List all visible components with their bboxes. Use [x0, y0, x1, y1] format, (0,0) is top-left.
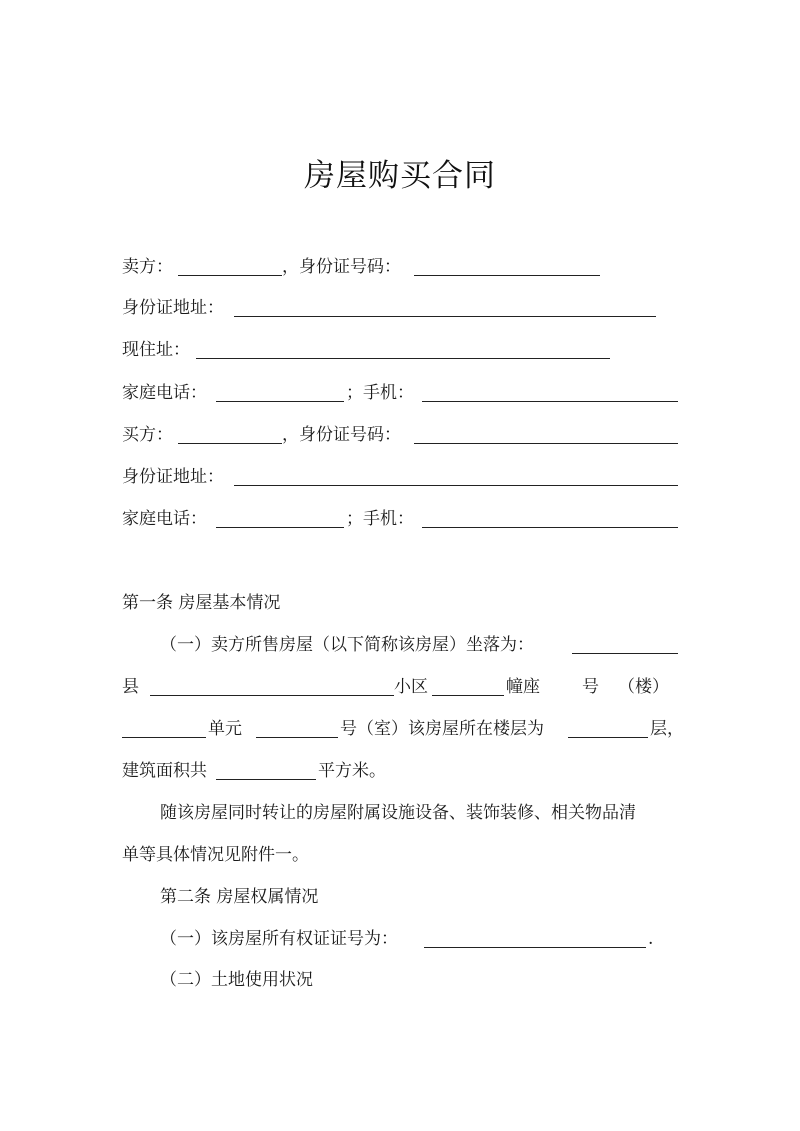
buyer-id-number-label: ，身份证号码： [282, 425, 401, 445]
building-label: 幢座 [506, 677, 540, 697]
floor-suffix-label: 层， [650, 719, 684, 739]
area-label: 建筑面积共 [122, 761, 207, 781]
buyer-mobile-label: ；手机： [346, 509, 414, 529]
room-label: 号（室）该房屋所在楼层为 [340, 719, 544, 739]
seller-label: 卖方： [122, 257, 173, 277]
buyer-home-phone-label: 家庭电话： [122, 509, 207, 529]
seller-id-number-field[interactable] [414, 275, 600, 276]
seller-mobile-label: ；手机： [346, 383, 414, 403]
county-field[interactable] [150, 695, 394, 696]
seller-id-number-label: ，身份证号码： [282, 257, 401, 277]
floor-field[interactable] [568, 737, 648, 738]
area-unit-label: 平方米。 [318, 761, 386, 781]
county-label: 县 [122, 677, 139, 697]
number-label: 号 [582, 677, 599, 697]
seller-current-address-field[interactable] [196, 358, 610, 359]
buyer-label: 买方： [122, 425, 173, 445]
room-field[interactable] [256, 737, 338, 738]
unit-field[interactable] [122, 737, 206, 738]
buyer-id-address-label: 身份证地址： [122, 467, 224, 487]
article2-heading: 第二条 房屋权属情况 [160, 887, 319, 907]
buyer-id-address-field[interactable] [234, 485, 678, 486]
attachment-text-2: 单等具体情况见附件一。 [122, 845, 309, 865]
property-location-field[interactable] [572, 653, 678, 654]
seller-name-field[interactable] [178, 275, 282, 276]
article2-clause2-label: （二）土地使用状况 [160, 970, 313, 990]
area-field[interactable] [216, 779, 316, 780]
floor-paren-label: （楼） [618, 677, 669, 697]
buyer-home-phone-field[interactable] [216, 527, 344, 528]
seller-home-phone-label: 家庭电话： [122, 383, 207, 403]
article1-heading: 第一条 房屋基本情况 [122, 593, 281, 613]
seller-current-address-label: 现住址： [122, 340, 190, 360]
seller-mobile-field[interactable] [422, 401, 678, 402]
article2-clause1-label: （一）该房屋所有权证证号为： [160, 929, 398, 949]
seller-id-address-field[interactable] [234, 316, 656, 317]
attachment-text-1: 随该房屋同时转让的房屋附属设施设备、装饰装修、相关物品清 [160, 803, 636, 823]
community-label: 小区 [394, 677, 428, 697]
unit-label: 单元 [208, 719, 242, 739]
community-field[interactable] [432, 695, 504, 696]
seller-id-address-label: 身份证地址： [122, 298, 224, 318]
buyer-name-field[interactable] [178, 443, 282, 444]
article2-clause1-end: . [648, 929, 654, 949]
article1-clause1-intro: （一）卖方所售房屋（以下简称该房屋）坐落为： [160, 635, 534, 655]
buyer-id-number-field[interactable] [414, 443, 678, 444]
buyer-mobile-field[interactable] [422, 527, 678, 528]
ownership-certificate-field[interactable] [424, 947, 646, 948]
document-title: 房屋购买合同 [304, 158, 496, 194]
seller-home-phone-field[interactable] [216, 401, 344, 402]
